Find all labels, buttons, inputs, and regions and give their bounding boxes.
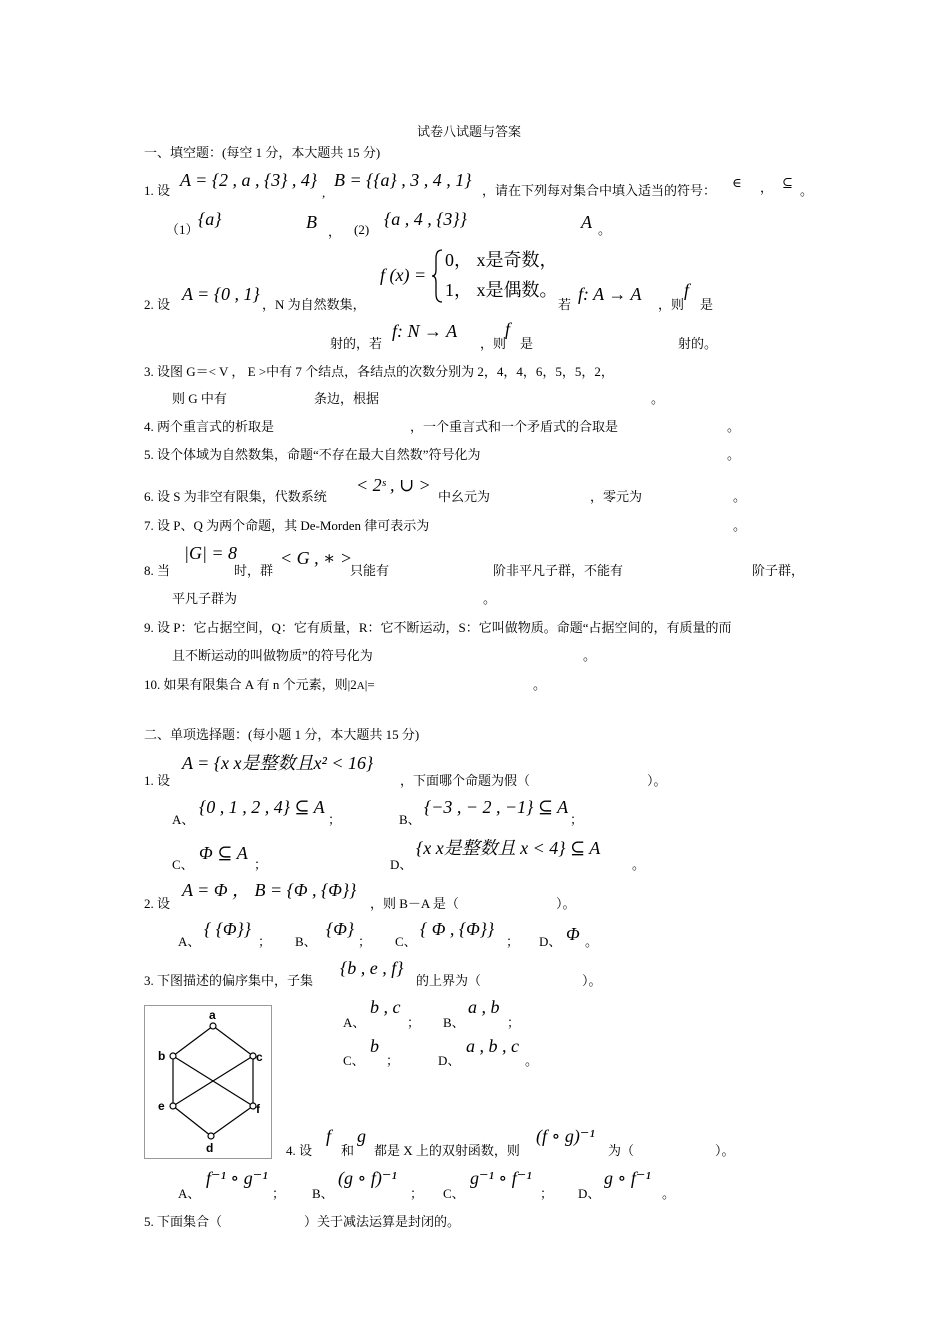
hasse-diagram — [144, 1005, 272, 1159]
q9-b: 且不断运动的叫做物质”的符号化为 — [172, 648, 373, 663]
q2-text: ，N 为自然数集， — [262, 297, 366, 312]
s2q1-opt-b: {−3 , − 2 , −1} ⊆ A — [424, 797, 569, 817]
q5-b: 。 — [727, 447, 741, 462]
q2-f-def: f (x) = — [380, 265, 427, 285]
s2q3-opt-a-end: ； — [407, 1015, 421, 1030]
q1-comma: , — [322, 185, 326, 200]
section1-heading: 一、填空题：(每空 1 分，本大题共 15 分) — [144, 145, 381, 160]
q2-set-a: A = {0 , 1} — [182, 284, 260, 304]
s2q3-opt-c-end: ； — [386, 1053, 400, 1068]
q1-set-a-small: {a} — [198, 209, 222, 229]
q6-d: 。 — [733, 489, 747, 504]
q1-b: B — [306, 212, 317, 232]
q1-instruction: ，请在下列每对集合中填入适当的符号： — [482, 183, 717, 198]
q1b-comma: ， — [328, 224, 342, 239]
s2q4-f: f — [326, 1126, 332, 1146]
s2q3-opt-b-label: B、 — [443, 1015, 465, 1030]
s2q3-opt-b: a , b — [468, 997, 500, 1017]
q2-map: f: A → A — [578, 284, 642, 304]
s2q5-b: ）关于减法运算是封闭的。 — [304, 1214, 461, 1229]
q2b-ze: ，则 — [480, 336, 507, 351]
q8-c: 只能有 — [350, 563, 390, 578]
s2q2-opt-b-end: ； — [358, 934, 372, 949]
s2q4-opt-c-label: C、 — [443, 1186, 465, 1201]
node-b-label: b — [158, 1049, 166, 1063]
s2q4-opt-a-end: ； — [272, 1186, 286, 1201]
s2q2-text: ，则 B－A 是（ — [370, 896, 459, 911]
s2q2-opt-c-label: C、 — [395, 934, 417, 949]
s2q4-opt-b-end: ； — [410, 1186, 424, 1201]
q7-a: 7. 设 P、Q 为两个命题，其 De-Morden 律可表示为 — [144, 518, 430, 533]
s2q4-g: g — [357, 1126, 366, 1146]
s2q3-opt-d-label: D、 — [438, 1053, 461, 1068]
s2q2-opt-b: {Φ} — [326, 919, 355, 939]
node-e-label: e — [158, 1099, 165, 1113]
q1-part1: （1） — [166, 222, 199, 237]
node-a-label: a — [209, 1008, 216, 1022]
q10-a: 10. 如果有限集合 A 有 n 个元素，则|2A|= — [144, 677, 375, 692]
s2q4-opt-c-end: ； — [540, 1186, 554, 1201]
q8-f: 平凡子群为 — [172, 591, 238, 606]
q7-b: 。 — [733, 518, 747, 533]
s2q3-opt-a: b , c — [370, 997, 401, 1017]
s2q2-opt-a: { {Φ}} — [204, 919, 251, 939]
s2q4-opt-b-label: B、 — [312, 1186, 334, 1201]
q4-a: 4. 两个重言式的析取是 — [144, 419, 275, 434]
q6-c: ，零元为 — [590, 489, 643, 504]
s2q3-opt-c-label: C、 — [343, 1053, 365, 1068]
q3-line2a: 则 G 中有 — [172, 391, 227, 406]
s2q1-opt-d: {x x是整数且 x < 4} ⊆ A — [416, 838, 601, 858]
q4-c: 。 — [727, 419, 741, 434]
q2b-f: f — [505, 319, 511, 339]
q2-case1: 0， x是奇数， — [445, 250, 558, 270]
s2q3-end: ）。 — [582, 973, 602, 988]
q8-g: 。 — [483, 591, 497, 606]
q1-end: 。 — [800, 183, 814, 198]
s2q4-opt-c: g⁻¹ ∘ f⁻¹ — [470, 1168, 532, 1188]
s2q4-opt-a-label: A、 — [178, 1186, 201, 1201]
q5-a: 5. 设个体域为自然数集，命题“不存在最大自然数”符号化为 — [144, 447, 481, 462]
s2q3-opt-d: a , b , c — [466, 1036, 519, 1056]
q2-f: f — [684, 280, 690, 300]
s2q2-end: ）。 — [556, 896, 576, 911]
q1-set-a: A = {2 , a , {3} , 4} — [180, 170, 318, 190]
section2-heading: 二、单项选择题：(每小题 1 分，本大题共 15 分) — [144, 727, 420, 742]
s2q2-sets: A = Φ ， B = {Φ , {Φ}} — [182, 880, 357, 900]
s2q3-text: 的上界为（ — [416, 973, 482, 988]
s2q3-opt-c: b — [370, 1036, 379, 1056]
s2q3-opt-d-end: 。 — [525, 1053, 539, 1068]
s2q1-opt-a-end: ； — [328, 812, 342, 827]
s2q1-opt-b-label: B、 — [399, 812, 421, 827]
q8-e: 阶子群， — [752, 563, 805, 578]
s2q2-opt-b-label: B、 — [295, 934, 317, 949]
s2q1-opt-c-end: ； — [254, 857, 268, 872]
s2q2-opt-a-end: ； — [258, 934, 272, 949]
s2q1-opt-d-label: D、 — [390, 857, 413, 872]
s2q4-he: 和 — [341, 1143, 355, 1158]
s2q1-text: ，下面哪个命题为假（ — [400, 773, 531, 788]
page-title: 试卷八试题与答案 — [417, 124, 522, 139]
q6-algebra: < 2ˢ , ∪ > — [356, 475, 431, 495]
q1-a: A — [581, 212, 592, 232]
s2q4-opt-d: g ∘ f⁻¹ — [604, 1168, 651, 1188]
s2q4-inverse: (f ∘ g)⁻¹ — [536, 1126, 595, 1146]
q1b-end: 。 — [598, 222, 612, 237]
q2b-she: 射的，若 — [330, 336, 383, 351]
q8-group: < G , ∗ > — [280, 548, 353, 568]
q9-a: 9. 设 P：它占据空间，Q：它有质量，R：它不断运动，S：它叫做物质。命题“占据空间的，有质量的而 — [144, 620, 732, 635]
q4-b: ，一个重言式和一个矛盾式的合取是 — [410, 419, 619, 434]
s2q2-opt-d-end: 。 — [585, 934, 599, 949]
s2q4-text: 都是 X 上的双射函数，则 — [374, 1143, 520, 1158]
q2-case2: 1， x是偶数。 — [445, 280, 558, 300]
q3-line2c: 。 — [651, 391, 665, 406]
s2q3-number: 3. 下图描述的偏序集中，子集 — [144, 973, 314, 988]
s2q2-number: 2. 设 — [144, 896, 171, 911]
s2q4-opt-d-end: 。 — [662, 1186, 676, 1201]
s2q2-opt-c: { Φ , {Φ}} — [420, 919, 495, 939]
q8-a: 8. 当 — [144, 563, 171, 578]
s2q2-opt-d: Φ — [566, 924, 580, 944]
s2q1-opt-b-end: ； — [570, 812, 584, 827]
q3-line2b: 条边，根据 — [314, 391, 380, 406]
s2q1-opt-a-label: A、 — [172, 812, 195, 827]
q1-set-b: B = {{a} , 3 , 4 , 1} — [334, 170, 472, 190]
q6-a: 6. 设 S 为非空有限集，代数系统 — [144, 489, 327, 504]
q1-number: 1. 设 — [144, 183, 171, 198]
q2-ze: ，则 — [658, 297, 685, 312]
q1-set-a43: {a , 4 , {3}} — [384, 209, 467, 229]
s2q4-wei: 为（ — [608, 1143, 635, 1158]
s2q1-opt-a: {0 , 1 , 2 , 4} ⊆ A — [199, 797, 325, 817]
s2q1-opt-c: Φ ⊆ A — [199, 843, 248, 863]
node-d-label: d — [206, 1141, 214, 1155]
q8-b: 时，群 — [234, 563, 274, 578]
q8-d: 阶非平凡子群，不能有 — [493, 563, 624, 578]
s2q3-subset: {b , e , f} — [340, 958, 404, 978]
node-f-label: f — [256, 1102, 260, 1116]
s2q1-end: ）。 — [647, 773, 667, 788]
s2q5-a: 5. 下面集合（ — [144, 1214, 223, 1229]
node-c-label: c — [256, 1050, 263, 1064]
q2b-end: 射的。 — [678, 336, 718, 351]
q2b-map: f: N → A — [392, 321, 458, 341]
q6-b: 中幺元为 — [438, 489, 491, 504]
s2q4-end: ）。 — [715, 1143, 735, 1158]
q3-line1: 3. 设图 G＝< V ， E >中有 7 个结点，各结点的次数分别为 2，4，4，6，5，5，2， — [144, 364, 614, 379]
s2q4-number: 4. 设 — [286, 1143, 313, 1158]
q8-order: |G| = 8 — [184, 543, 238, 563]
q2-ruo: 若 — [558, 297, 572, 312]
s2q2-opt-a-label: A、 — [178, 934, 201, 949]
s2q2-opt-c-end: ； — [506, 934, 520, 949]
q10-c: 。 — [533, 677, 547, 692]
s2q2-opt-d-label: D、 — [539, 934, 562, 949]
q1-symbol-in: ∈ — [732, 175, 742, 190]
s2q1-number: 1. 设 — [144, 773, 171, 788]
q2-number: 2. 设 — [144, 297, 171, 312]
q2-brace — [430, 248, 444, 304]
s2q4-opt-d-label: D、 — [578, 1186, 601, 1201]
s2q1-opt-c-label: C、 — [172, 857, 194, 872]
q1-symbol-subset: ⊆ — [782, 175, 793, 190]
s2q3-opt-b-end: ； — [507, 1015, 521, 1030]
q9-c: 。 — [583, 648, 597, 663]
s2q1-opt-d-end: 。 — [632, 857, 646, 872]
s2q3-opt-a-label: A、 — [343, 1015, 366, 1030]
q1-sep: ， — [760, 180, 774, 195]
q2b-shi: 是 — [520, 336, 534, 351]
q1-part2: (2) — [354, 222, 370, 237]
s2q4-opt-a: f⁻¹ ∘ g⁻¹ — [206, 1168, 268, 1188]
q2-shi: 是 — [700, 297, 714, 312]
s2q1-set: A = {x x是整数且x² < 16} — [182, 753, 374, 773]
s2q4-opt-b: (g ∘ f)⁻¹ — [338, 1168, 397, 1188]
